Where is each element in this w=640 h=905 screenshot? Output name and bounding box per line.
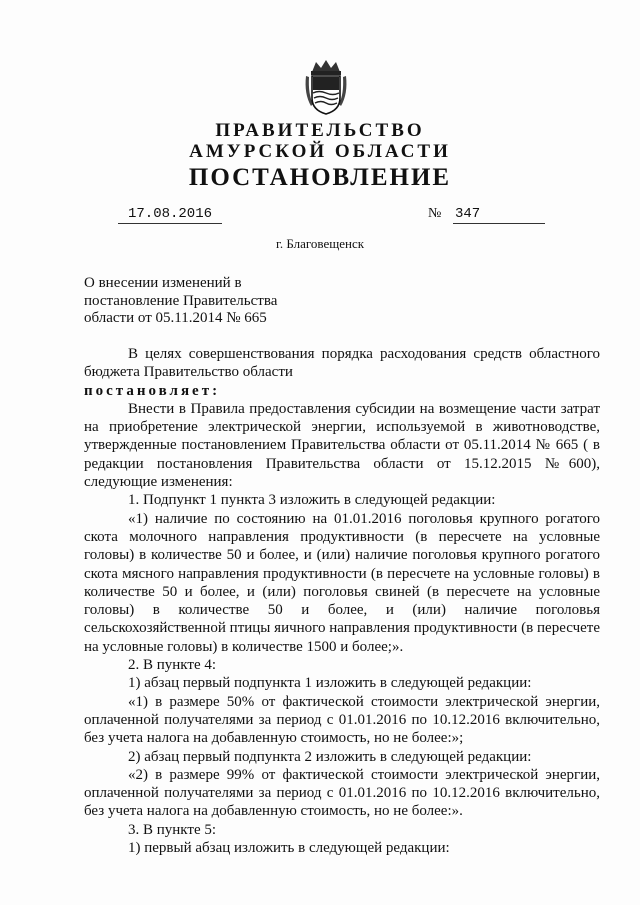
government-title-line-1: ПРАВИТЕЛЬСТВО [215, 120, 425, 141]
body-paragraph: 3. В пункте 5: [128, 821, 217, 838]
body-paragraph: 2) абзац первый подпункта 2 изложить в следующей редакции: [128, 748, 532, 765]
body-paragraph: «1) в размере 50% от фактической стоимости электрической энергии, оплаченной получателями за период с 01.01.2016 по 10.12.2016 включительно, без учета налога на добавленную стоимость, но не более:»; [84, 693, 600, 747]
body-paragraph: «1) наличие по состоянию на 01.01.2016 поголовья крупного рогатого скота молочного направления продуктивности (в пересчете на условные головы) в количестве 50 и более, и (или) наличие поголовья крупного рогатого скота мясного направления продуктивности (в пересчете на условные головы) в количестве 50 и более, и (или) поголовья свиней (в пересчете на условные головы) в количестве 50 и более, и (или) наличие поголовья сельскохозяйственной птицы яичного направления продуктивности (в пересчете на условные головы) в количестве 1500 и более;». [84, 510, 600, 655]
subject-line: области от 05.11.2014 № 665 [84, 310, 267, 326]
body-paragraph: Внести в Правила предоставления субсидии на возмещение части затрат на приобретение электрической энергии, используемой в животноводстве, утвержденные постановлением Правительства области от 05.11.2014 № 665 ( в редакции постановления Правительства области от 15.12.2015 №600), следующие изменения: [84, 400, 600, 491]
coat-of-arms-icon [303, 60, 349, 116]
number-sign: № [428, 206, 442, 221]
body-paragraph: 1. Подпункт 1 пункта 3 изложить в следующей редакции: [128, 492, 496, 509]
city-label: г. Благовещенск [275, 236, 365, 251]
body-paragraph: 1) абзац первый подпункта 1 изложить в следующей редакции: [128, 675, 532, 692]
body-paragraph: «2) в размере 99% от фактической стоимости электрической энергии, оплаченной получателями за период с 01.01.2016 по 10.12.2016 включительно, без учета налога на добавленную стоимость, но не более:». [84, 766, 600, 820]
body-paragraph: В целях совершенствования порядка расходования средств областного бюджета Правительство области [84, 346, 600, 381]
government-title-line-2: АМУРСКОЙ ОБЛАСТИ [189, 141, 451, 162]
body-paragraph: 1) первый абзац изложить в следующей редакции: [128, 840, 450, 857]
document-date: 17.08.2016 [118, 205, 222, 224]
subject-line: постановление Правительства [84, 292, 278, 309]
body-paragraph: 2. В пункте 4: [128, 657, 217, 674]
document-number: 347 [455, 206, 481, 222]
document-type-title: ПОСТАНОВЛЕНИЕ [188, 164, 452, 191]
subject-line: О внесении изменений в [84, 275, 242, 291]
document-number-field [453, 205, 545, 224]
resolves-keyword: постановляет: [84, 382, 221, 399]
document-body [84, 345, 600, 857]
document-subject [84, 275, 344, 328]
